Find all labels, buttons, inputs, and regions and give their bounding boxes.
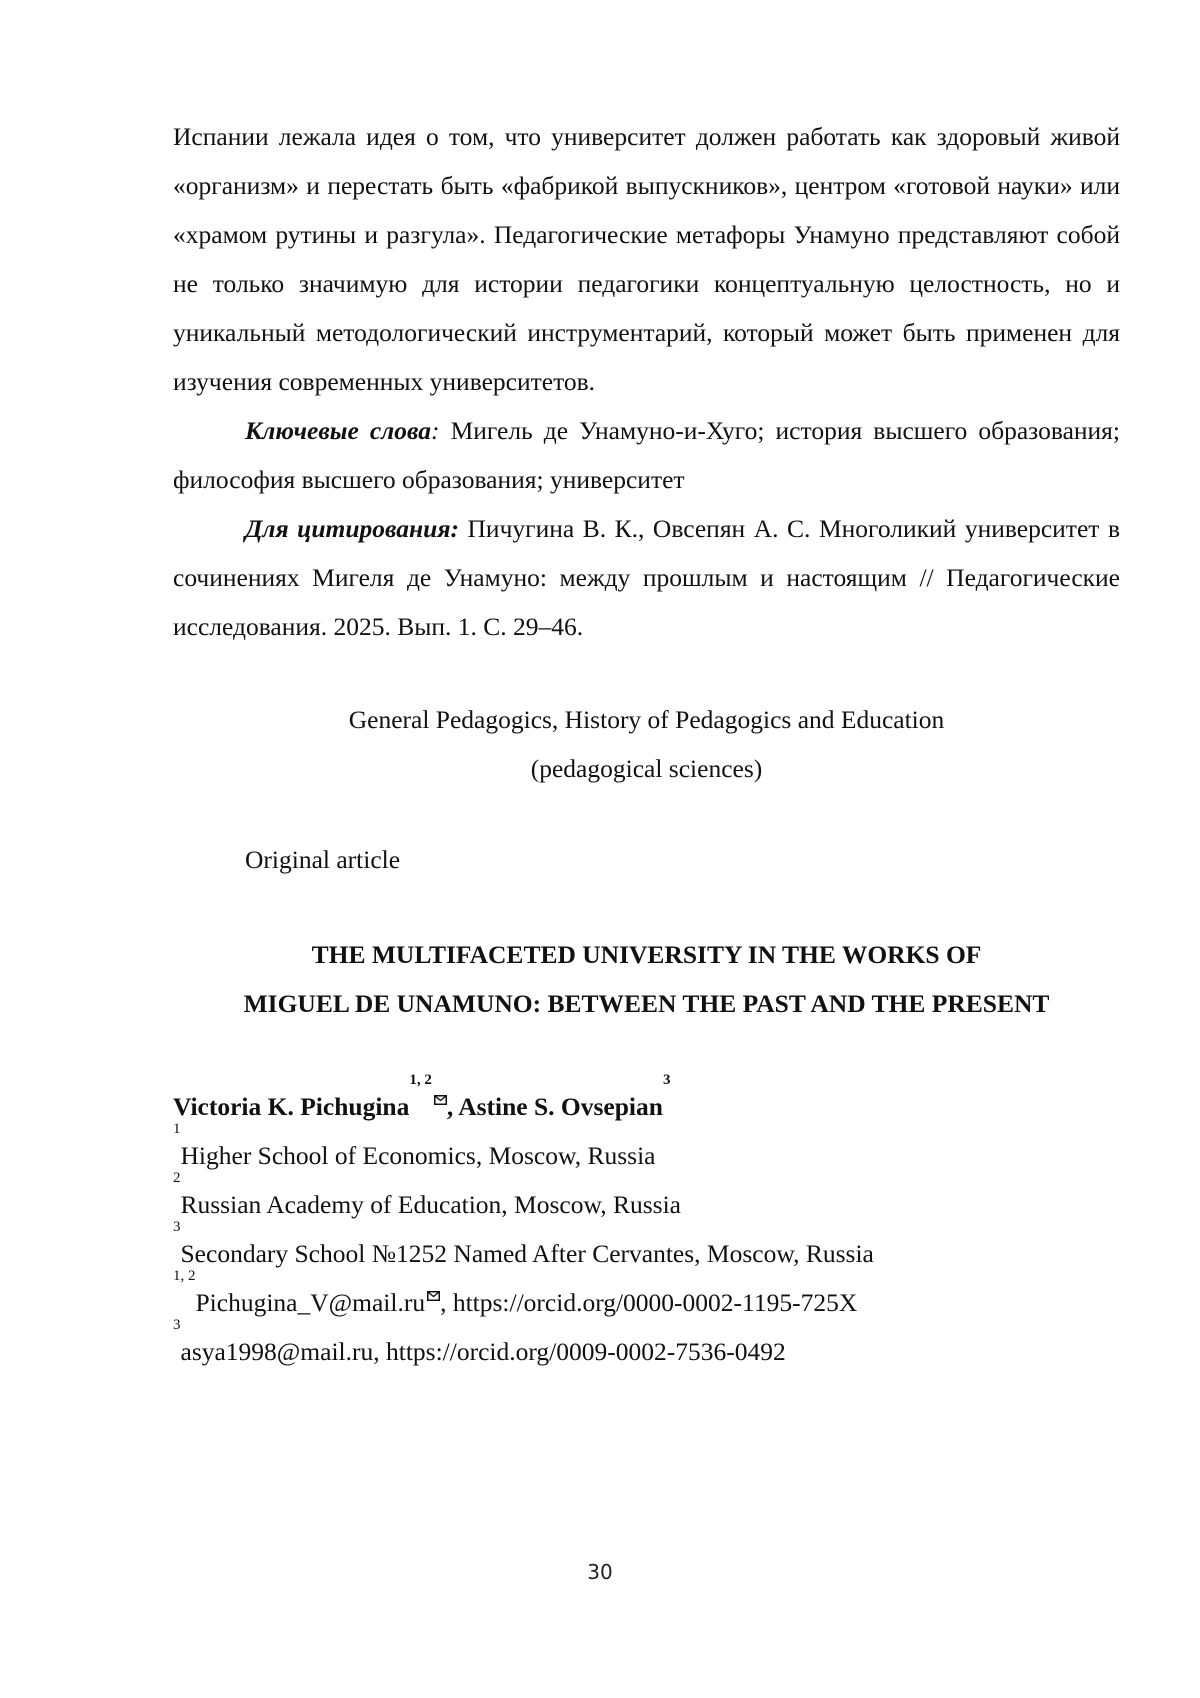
citation-text: Пичугина В. К., Овсепян А. С. Многоликий университет в сочинениях Мигеля де Унамуно: между прошлым и настоящим // Педагогические исследования. 2025. Вып. 1. С. 29–46.	[173, 514, 1120, 641]
affiliation-2-sup: 2	[173, 1170, 181, 1186]
contact-2-orcid[interactable]: , https://orcid.org/0009-0002-7536-0492	[373, 1337, 786, 1366]
affiliation-3-sup: 3	[173, 1219, 181, 1235]
keywords-colon: :	[430, 416, 440, 445]
citation-label: Для цитирования:	[245, 514, 459, 543]
rubric	[173, 695, 1120, 793]
title-line-1: THE MULTIFACETED UNIVERSITY IN THE WORKS OF	[311, 940, 982, 969]
affiliation-3	[173, 1219, 1120, 1278]
title-line-2: MIGUEL DE UNAMUNO: BETWEEN THE PAST AND THE PRESENT	[243, 989, 1050, 1018]
envelope-icon	[434, 1095, 447, 1105]
document-page	[173, 112, 1120, 1376]
keywords-label: Ключевые слова	[245, 416, 431, 445]
affiliation-1-text: Higher School of Economics, Moscow, Russia	[180, 1141, 656, 1170]
affiliation-3-text: Secondary School №1252 Named After Cervantes, Moscow, Russia	[180, 1239, 874, 1268]
rubric-line-1: General Pedagogics, History of Pedagogics and Education	[348, 705, 945, 734]
contact-1-sup: 1, 2	[173, 1268, 196, 1284]
abstract-tail: Испании лежала идея о том, что университет должен работать как здоровый живой «организм» и перестать быть «фабрикой выпускников», центром «готовой науки» или «храмом рутины и разгула». Педагогические метафоры Унамуно представляют собой не только значимую для истории педагогики концептуальную целостность, но и уникальный методологический инструментарий, который может быть применен для изучения современных университетов.	[173, 122, 1120, 396]
article-type: Original article	[245, 845, 401, 874]
affiliation-1	[173, 1121, 1120, 1180]
contact-2-email[interactable]: asya1998@mail.ru	[180, 1337, 374, 1366]
authors-line	[173, 1072, 1120, 1131]
page-number: 30	[587, 1560, 613, 1584]
author-2-sup: 3	[662, 1072, 671, 1088]
article-title	[173, 930, 1120, 1028]
envelope-icon	[427, 1291, 440, 1301]
contact-2-sup: 3	[173, 1317, 181, 1333]
rubric-line-2: (pedagogical sciences)	[530, 754, 763, 783]
author-1: Victoria K. Pichugina	[173, 1092, 410, 1121]
author-1-sup: 1, 2	[409, 1072, 432, 1088]
contact-2	[173, 1317, 1120, 1376]
author-separator: ,	[446, 1092, 459, 1121]
keywords-paragraph	[173, 406, 1120, 504]
keywords-text: Мигель де Унамуно-и-Хуго; история высшего образования; философия высшего образования; университет	[173, 416, 1120, 494]
affiliation-2-text: Russian Academy of Education, Moscow, Russia	[180, 1190, 681, 1219]
affiliation-2	[173, 1170, 1120, 1229]
citation-paragraph	[173, 504, 1120, 651]
author-2: Astine S. Ovsepian	[458, 1092, 663, 1121]
contact-1	[173, 1268, 1120, 1327]
contact-1-email[interactable]: Pichugina_V@mail.ru	[195, 1288, 426, 1317]
contact-1-orcid[interactable]: , https://orcid.org/0000-0002-1195-725X	[440, 1288, 858, 1317]
affiliation-1-sup: 1	[173, 1121, 181, 1137]
